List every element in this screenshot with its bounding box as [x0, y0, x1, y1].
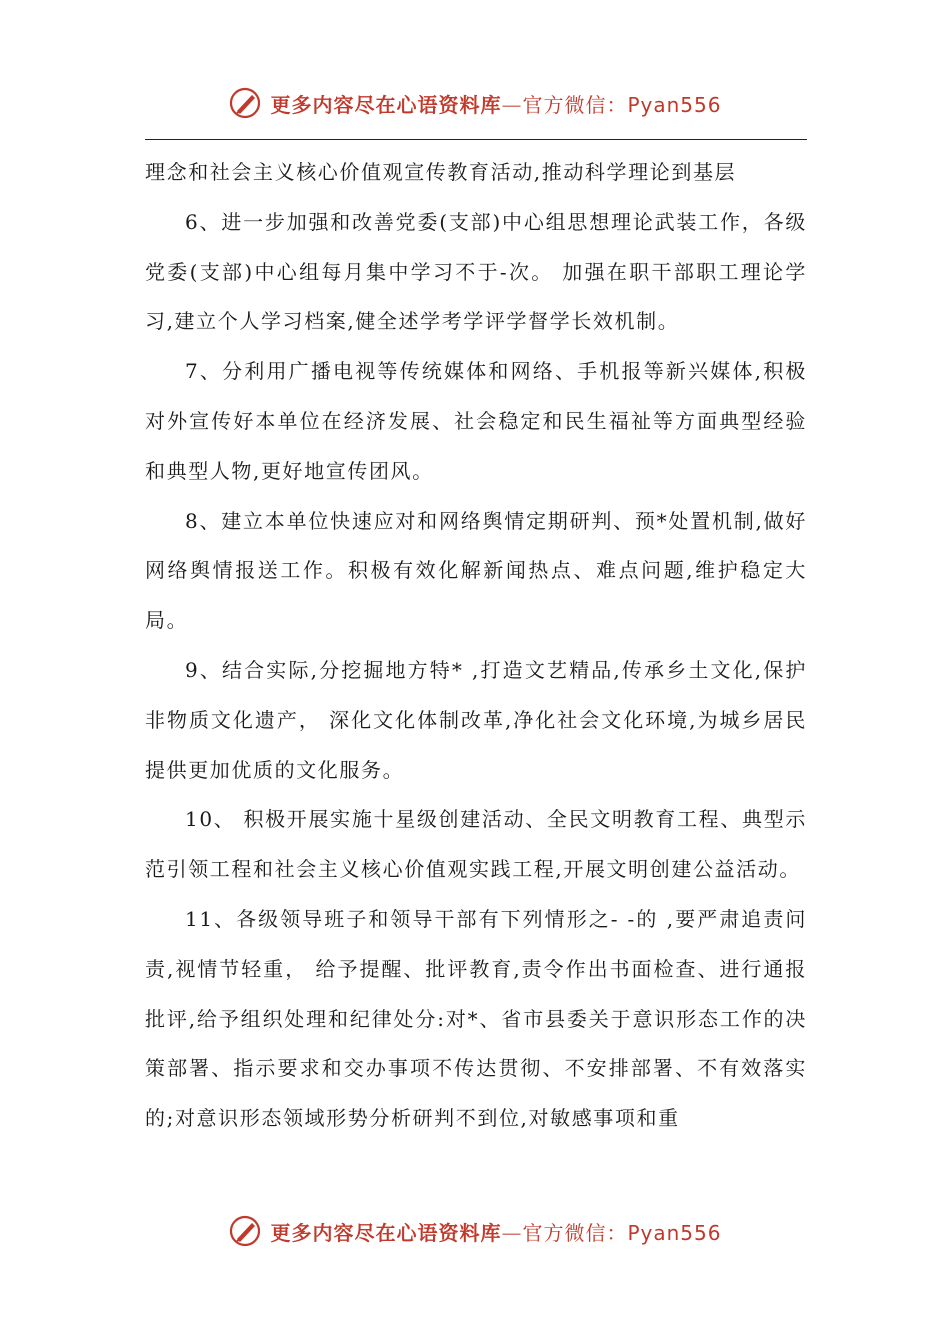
footer-brand: 更多内容尽在心语资料库	[270, 1220, 502, 1245]
header-brand: 更多内容尽在心语资料库	[270, 92, 502, 117]
paragraph-item-10: 10、 积极开展实施十星级创建活动、全民文明教育工程、典型示范引领工程和社会主义核心价值观实践工程,开展文明创建公益活动。	[145, 807, 807, 882]
paragraph-item-6: 6、进一步加强和改善党委(支部)中心组思想理论武装工作，各级党委(支部)中心组每月集中学习不于-次。 加强在职干部职工理论学习,建立个人学习档案,健全述学考学评学督学长效机制。	[145, 209, 807, 334]
paragraph-item-7: 7、分利用广播电视等传统媒体和网络、手机报等新兴媒体,积极对外宣传好本单位在经济发展、社会稳定和民生福祉等方面典型经验和典型人物,更好地宣传团风。	[145, 359, 807, 483]
footer-banner	[0, 1206, 950, 1256]
header-divider	[145, 139, 807, 140]
footer-contact: 官方微信：Pyan556	[522, 1220, 722, 1245]
header-banner	[0, 78, 950, 128]
header-separator: —	[501, 92, 523, 117]
paragraph-item-8: 8、建立本单位快速应对和网络舆情定期研判、预*处置机制,做好网络舆情报送工作。积极有效化解新闻热点、难点问题,维护稳定大局。	[145, 508, 807, 633]
paragraph-item-11: 11、各级领导班子和领导干部有下列情形之- -的 ,要严肃追责问责,视情节轻重， 给予提醒、批评教育,责令作出书面检查、进行通报批评,给予组织处理和纪律处分:对*、省市县委关于意识形态工作的决策部署、指示要求和交办事项不传达贯彻、不安排部署、不有效落实的;对意识形态领域形势分析研判不到位,对敏感事项和重	[145, 906, 807, 1131]
pen-logo-icon	[228, 86, 262, 120]
paragraph-continuation: 理念和社会主义核心价值观宣传教育活动,推动科学理论到基层	[145, 160, 737, 184]
document-body	[145, 148, 807, 1144]
footer-separator: —	[501, 1220, 523, 1245]
pen-logo-icon	[228, 1214, 262, 1248]
paragraph-item-9: 9、结合实际,分挖掘地方特* ,打造文艺精品,传承乡土文化,保护非物质文化遗产， 深化文化体制改革,净化社会文化环境,为城乡居民提供更加优质的文化服务。	[145, 657, 807, 782]
header-contact: 官方微信：Pyan556	[522, 92, 722, 117]
